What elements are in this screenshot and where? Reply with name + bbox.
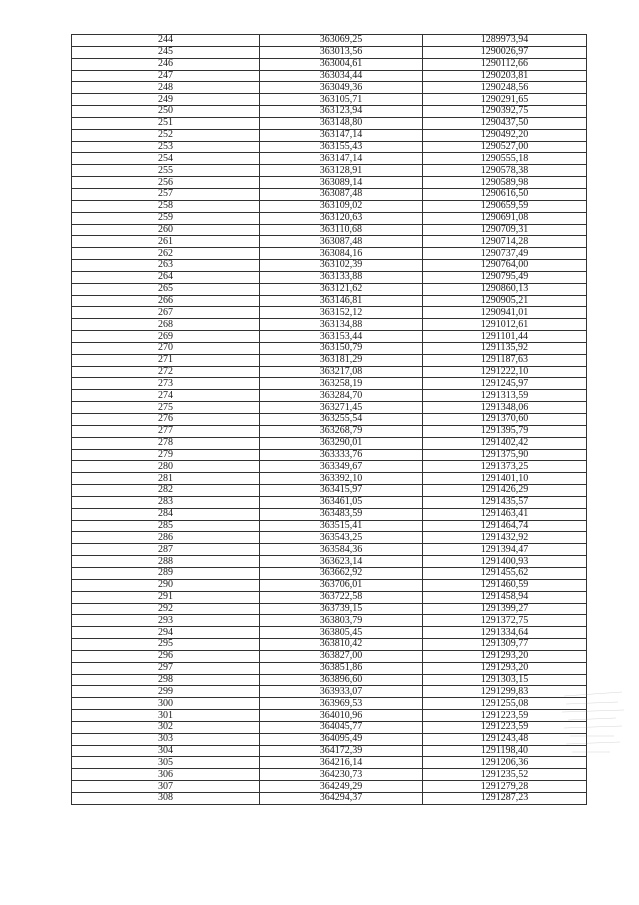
point-number-cell: 271 xyxy=(72,354,260,366)
x-coordinate-cell: 364010,96 xyxy=(260,710,423,722)
x-coordinate-cell: 363349,67 xyxy=(260,461,423,473)
y-coordinate-cell: 1290555,18 xyxy=(423,153,587,165)
x-coordinate-cell: 363102,39 xyxy=(260,260,423,272)
point-number-cell: 294 xyxy=(72,627,260,639)
x-coordinate-cell: 363333,76 xyxy=(260,449,423,461)
point-number-cell: 307 xyxy=(72,781,260,793)
y-coordinate-cell: 1291245,97 xyxy=(423,378,587,390)
table-row xyxy=(72,58,587,70)
point-number-cell: 288 xyxy=(72,556,260,568)
table-row xyxy=(72,473,587,485)
point-number-cell: 272 xyxy=(72,366,260,378)
x-coordinate-cell: 363662,92 xyxy=(260,567,423,579)
table-row xyxy=(72,579,587,591)
x-coordinate-cell: 363147,14 xyxy=(260,153,423,165)
x-coordinate-cell: 363069,25 xyxy=(260,35,423,47)
table-row xyxy=(72,342,587,354)
table-row xyxy=(72,153,587,165)
point-number-cell: 300 xyxy=(72,698,260,710)
table-row xyxy=(72,520,587,532)
x-coordinate-cell: 363851,86 xyxy=(260,662,423,674)
x-coordinate-cell: 363120,63 xyxy=(260,212,423,224)
x-coordinate-cell: 363827,00 xyxy=(260,650,423,662)
y-coordinate-cell: 1291458,94 xyxy=(423,591,587,603)
point-number-cell: 264 xyxy=(72,271,260,283)
point-number-cell: 252 xyxy=(72,129,260,141)
point-number-cell: 306 xyxy=(72,769,260,781)
x-coordinate-cell: 363415,97 xyxy=(260,485,423,497)
y-coordinate-cell: 1290659,59 xyxy=(423,200,587,212)
y-coordinate-cell: 1291435,57 xyxy=(423,496,587,508)
table-row xyxy=(72,177,587,189)
x-coordinate-cell: 363810,42 xyxy=(260,639,423,651)
x-coordinate-cell: 363128,91 xyxy=(260,165,423,177)
table-row xyxy=(72,449,587,461)
table-row xyxy=(72,212,587,224)
point-number-cell: 261 xyxy=(72,236,260,248)
y-coordinate-cell: 1290248,56 xyxy=(423,82,587,94)
table-row xyxy=(72,793,587,805)
point-number-cell: 305 xyxy=(72,757,260,769)
point-number-cell: 299 xyxy=(72,686,260,698)
table-row xyxy=(72,485,587,497)
x-coordinate-cell: 363049,36 xyxy=(260,82,423,94)
y-coordinate-cell: 1291255,08 xyxy=(423,698,587,710)
table-row xyxy=(72,200,587,212)
table-row xyxy=(72,414,587,426)
point-number-cell: 257 xyxy=(72,188,260,200)
y-coordinate-cell: 1291463,41 xyxy=(423,508,587,520)
table-row xyxy=(72,331,587,343)
y-coordinate-cell: 1291012,61 xyxy=(423,319,587,331)
point-number-cell: 244 xyxy=(72,35,260,47)
point-number-cell: 297 xyxy=(72,662,260,674)
point-number-cell: 268 xyxy=(72,319,260,331)
point-number-cell: 253 xyxy=(72,141,260,153)
y-coordinate-cell: 1290860,13 xyxy=(423,283,587,295)
table-row xyxy=(72,733,587,745)
x-coordinate-cell: 363121,62 xyxy=(260,283,423,295)
y-coordinate-cell: 1291432,92 xyxy=(423,532,587,544)
y-coordinate-cell: 1290026,97 xyxy=(423,46,587,58)
x-coordinate-cell: 363084,16 xyxy=(260,248,423,260)
x-coordinate-cell: 363706,01 xyxy=(260,579,423,591)
table-row xyxy=(72,662,587,674)
point-number-cell: 292 xyxy=(72,603,260,615)
y-coordinate-cell: 1291222,10 xyxy=(423,366,587,378)
table-row xyxy=(72,402,587,414)
table-row xyxy=(72,532,587,544)
table-row xyxy=(72,224,587,236)
table-row xyxy=(72,248,587,260)
y-coordinate-cell: 1290941,01 xyxy=(423,307,587,319)
table-row xyxy=(72,390,587,402)
table-row xyxy=(72,627,587,639)
point-number-cell: 301 xyxy=(72,710,260,722)
y-coordinate-cell: 1291402,42 xyxy=(423,437,587,449)
point-number-cell: 263 xyxy=(72,260,260,272)
table-row xyxy=(72,117,587,129)
x-coordinate-cell: 364095,49 xyxy=(260,733,423,745)
point-number-cell: 296 xyxy=(72,650,260,662)
x-coordinate-cell: 363109,02 xyxy=(260,200,423,212)
point-number-cell: 303 xyxy=(72,733,260,745)
table-row xyxy=(72,461,587,473)
point-number-cell: 293 xyxy=(72,615,260,627)
point-number-cell: 308 xyxy=(72,793,260,805)
table-row xyxy=(72,236,587,248)
x-coordinate-cell: 363013,56 xyxy=(260,46,423,58)
point-number-cell: 280 xyxy=(72,461,260,473)
y-coordinate-cell: 1290392,75 xyxy=(423,106,587,118)
y-coordinate-cell: 1291299,83 xyxy=(423,686,587,698)
y-coordinate-cell: 1290737,49 xyxy=(423,248,587,260)
table-row xyxy=(72,354,587,366)
point-number-cell: 275 xyxy=(72,402,260,414)
y-coordinate-cell: 1291348,06 xyxy=(423,402,587,414)
point-number-cell: 248 xyxy=(72,82,260,94)
table-row xyxy=(72,603,587,615)
point-number-cell: 279 xyxy=(72,449,260,461)
table-row xyxy=(72,686,587,698)
y-coordinate-cell: 1290616,50 xyxy=(423,188,587,200)
table-row xyxy=(72,129,587,141)
y-coordinate-cell: 1290691,08 xyxy=(423,212,587,224)
x-coordinate-cell: 363803,79 xyxy=(260,615,423,627)
y-coordinate-cell: 1290112,66 xyxy=(423,58,587,70)
table-row xyxy=(72,615,587,627)
table-row xyxy=(72,721,587,733)
y-coordinate-cell: 1291287,23 xyxy=(423,793,587,805)
x-coordinate-cell: 363896,60 xyxy=(260,674,423,686)
x-coordinate-cell: 363805,45 xyxy=(260,627,423,639)
y-coordinate-cell: 1291455,62 xyxy=(423,567,587,579)
y-coordinate-cell: 1291401,10 xyxy=(423,473,587,485)
x-coordinate-cell: 363123,94 xyxy=(260,106,423,118)
y-coordinate-cell: 1290203,81 xyxy=(423,70,587,82)
y-coordinate-cell: 1291370,60 xyxy=(423,414,587,426)
point-number-cell: 256 xyxy=(72,177,260,189)
table-row xyxy=(72,781,587,793)
table-row xyxy=(72,556,587,568)
point-number-cell: 249 xyxy=(72,94,260,106)
y-coordinate-cell: 1291135,92 xyxy=(423,342,587,354)
x-coordinate-cell: 363148,80 xyxy=(260,117,423,129)
y-coordinate-cell: 1291235,52 xyxy=(423,769,587,781)
x-coordinate-cell: 363623,14 xyxy=(260,556,423,568)
point-number-cell: 276 xyxy=(72,414,260,426)
x-coordinate-cell: 363543,25 xyxy=(260,532,423,544)
point-number-cell: 273 xyxy=(72,378,260,390)
point-number-cell: 269 xyxy=(72,331,260,343)
table-row xyxy=(72,46,587,58)
x-coordinate-cell: 363739,15 xyxy=(260,603,423,615)
x-coordinate-cell: 363146,81 xyxy=(260,295,423,307)
point-number-cell: 302 xyxy=(72,721,260,733)
y-coordinate-cell: 1290527,00 xyxy=(423,141,587,153)
x-coordinate-cell: 364294,37 xyxy=(260,793,423,805)
x-coordinate-cell: 364172,39 xyxy=(260,745,423,757)
table-row xyxy=(72,295,587,307)
y-coordinate-cell: 1291223,59 xyxy=(423,721,587,733)
point-number-cell: 266 xyxy=(72,295,260,307)
table-row xyxy=(72,165,587,177)
x-coordinate-cell: 363268,79 xyxy=(260,425,423,437)
point-number-cell: 254 xyxy=(72,153,260,165)
y-coordinate-cell: 1291460,59 xyxy=(423,579,587,591)
table-row xyxy=(72,319,587,331)
table-row xyxy=(72,425,587,437)
point-number-cell: 247 xyxy=(72,70,260,82)
x-coordinate-cell: 363134,88 xyxy=(260,319,423,331)
x-coordinate-cell: 363284,70 xyxy=(260,390,423,402)
x-coordinate-cell: 363087,48 xyxy=(260,236,423,248)
y-coordinate-cell: 1291279,28 xyxy=(423,781,587,793)
y-coordinate-cell: 1291400,93 xyxy=(423,556,587,568)
y-coordinate-cell: 1290764,00 xyxy=(423,260,587,272)
y-coordinate-cell: 1291293,20 xyxy=(423,662,587,674)
table-row xyxy=(72,106,587,118)
y-coordinate-cell: 1291198,40 xyxy=(423,745,587,757)
y-coordinate-cell: 1289973,94 xyxy=(423,35,587,47)
x-coordinate-cell: 363034,44 xyxy=(260,70,423,82)
y-coordinate-cell: 1290492,20 xyxy=(423,129,587,141)
table-row xyxy=(72,271,587,283)
y-coordinate-cell: 1291303,15 xyxy=(423,674,587,686)
point-number-cell: 260 xyxy=(72,224,260,236)
y-coordinate-cell: 1290578,38 xyxy=(423,165,587,177)
point-number-cell: 282 xyxy=(72,485,260,497)
x-coordinate-cell: 363271,45 xyxy=(260,402,423,414)
point-number-cell: 250 xyxy=(72,106,260,118)
x-coordinate-cell: 363258,19 xyxy=(260,378,423,390)
table-row xyxy=(72,378,587,390)
y-coordinate-cell: 1291372,75 xyxy=(423,615,587,627)
y-coordinate-cell: 1291101,44 xyxy=(423,331,587,343)
x-coordinate-cell: 364249,29 xyxy=(260,781,423,793)
x-coordinate-cell: 363152,12 xyxy=(260,307,423,319)
point-number-cell: 265 xyxy=(72,283,260,295)
table-row xyxy=(72,591,587,603)
table-row xyxy=(72,650,587,662)
x-coordinate-cell: 363147,14 xyxy=(260,129,423,141)
y-coordinate-cell: 1290795,49 xyxy=(423,271,587,283)
y-coordinate-cell: 1291206,36 xyxy=(423,757,587,769)
table-row xyxy=(72,366,587,378)
point-number-cell: 245 xyxy=(72,46,260,58)
x-coordinate-cell: 363004,61 xyxy=(260,58,423,70)
x-coordinate-cell: 363392,10 xyxy=(260,473,423,485)
point-number-cell: 259 xyxy=(72,212,260,224)
x-coordinate-cell: 364216,14 xyxy=(260,757,423,769)
point-number-cell: 281 xyxy=(72,473,260,485)
y-coordinate-cell: 1291313,59 xyxy=(423,390,587,402)
table-row xyxy=(72,567,587,579)
point-number-cell: 304 xyxy=(72,745,260,757)
point-number-cell: 267 xyxy=(72,307,260,319)
y-coordinate-cell: 1291375,90 xyxy=(423,449,587,461)
point-number-cell: 286 xyxy=(72,532,260,544)
table-row xyxy=(72,70,587,82)
table-row xyxy=(72,710,587,722)
x-coordinate-cell: 363255,54 xyxy=(260,414,423,426)
point-number-cell: 255 xyxy=(72,165,260,177)
faint-stamp-mark xyxy=(560,690,626,770)
y-coordinate-cell: 1291187,63 xyxy=(423,354,587,366)
table-row xyxy=(72,94,587,106)
table-row xyxy=(72,307,587,319)
point-number-cell: 283 xyxy=(72,496,260,508)
y-coordinate-cell: 1291243,48 xyxy=(423,733,587,745)
point-number-cell: 246 xyxy=(72,58,260,70)
x-coordinate-cell: 364045,77 xyxy=(260,721,423,733)
x-coordinate-cell: 363133,88 xyxy=(260,271,423,283)
y-coordinate-cell: 1290291,65 xyxy=(423,94,587,106)
point-number-cell: 291 xyxy=(72,591,260,603)
table-row xyxy=(72,188,587,200)
x-coordinate-cell: 363722,58 xyxy=(260,591,423,603)
point-number-cell: 285 xyxy=(72,520,260,532)
y-coordinate-cell: 1291394,47 xyxy=(423,544,587,556)
y-coordinate-cell: 1291464,74 xyxy=(423,520,587,532)
x-coordinate-cell: 363155,43 xyxy=(260,141,423,153)
point-number-cell: 287 xyxy=(72,544,260,556)
x-coordinate-cell: 363089,14 xyxy=(260,177,423,189)
point-number-cell: 298 xyxy=(72,674,260,686)
x-coordinate-cell: 363290,01 xyxy=(260,437,423,449)
x-coordinate-cell: 363461,05 xyxy=(260,496,423,508)
point-number-cell: 262 xyxy=(72,248,260,260)
table-row xyxy=(72,698,587,710)
table-row xyxy=(72,496,587,508)
y-coordinate-cell: 1290905,21 xyxy=(423,295,587,307)
y-coordinate-cell: 1290589,98 xyxy=(423,177,587,189)
table-row xyxy=(72,35,587,47)
x-coordinate-cell: 363515,41 xyxy=(260,520,423,532)
x-coordinate-cell: 363153,44 xyxy=(260,331,423,343)
y-coordinate-cell: 1291373,25 xyxy=(423,461,587,473)
x-coordinate-cell: 363150,79 xyxy=(260,342,423,354)
table-row xyxy=(72,745,587,757)
point-number-cell: 277 xyxy=(72,425,260,437)
x-coordinate-cell: 363110,68 xyxy=(260,224,423,236)
y-coordinate-cell: 1291309,77 xyxy=(423,639,587,651)
table-row xyxy=(72,544,587,556)
y-coordinate-cell: 1291426,29 xyxy=(423,485,587,497)
point-number-cell: 295 xyxy=(72,639,260,651)
y-coordinate-cell: 1290709,31 xyxy=(423,224,587,236)
y-coordinate-cell: 1291223,59 xyxy=(423,710,587,722)
point-number-cell: 278 xyxy=(72,437,260,449)
coordinates-table xyxy=(71,34,587,805)
point-number-cell: 251 xyxy=(72,117,260,129)
table-row xyxy=(72,283,587,295)
table-row xyxy=(72,639,587,651)
point-number-cell: 284 xyxy=(72,508,260,520)
point-number-cell: 289 xyxy=(72,567,260,579)
x-coordinate-cell: 363087,48 xyxy=(260,188,423,200)
x-coordinate-cell: 363933,07 xyxy=(260,686,423,698)
table-row xyxy=(72,82,587,94)
table-row xyxy=(72,508,587,520)
x-coordinate-cell: 364230,73 xyxy=(260,769,423,781)
table-row xyxy=(72,260,587,272)
table-row xyxy=(72,757,587,769)
x-coordinate-cell: 363969,53 xyxy=(260,698,423,710)
x-coordinate-cell: 363217,08 xyxy=(260,366,423,378)
y-coordinate-cell: 1291395,79 xyxy=(423,425,587,437)
point-number-cell: 274 xyxy=(72,390,260,402)
table-row xyxy=(72,437,587,449)
y-coordinate-cell: 1291293,20 xyxy=(423,650,587,662)
point-number-cell: 290 xyxy=(72,579,260,591)
table-row xyxy=(72,141,587,153)
y-coordinate-cell: 1290714,28 xyxy=(423,236,587,248)
point-number-cell: 270 xyxy=(72,342,260,354)
x-coordinate-cell: 363584,36 xyxy=(260,544,423,556)
table-row xyxy=(72,769,587,781)
x-coordinate-cell: 363181,29 xyxy=(260,354,423,366)
y-coordinate-cell: 1290437,50 xyxy=(423,117,587,129)
y-coordinate-cell: 1291334,64 xyxy=(423,627,587,639)
point-number-cell: 258 xyxy=(72,200,260,212)
x-coordinate-cell: 363105,71 xyxy=(260,94,423,106)
coordinates-table-body xyxy=(72,35,587,805)
table-row xyxy=(72,674,587,686)
y-coordinate-cell: 1291399,27 xyxy=(423,603,587,615)
x-coordinate-cell: 363483,59 xyxy=(260,508,423,520)
